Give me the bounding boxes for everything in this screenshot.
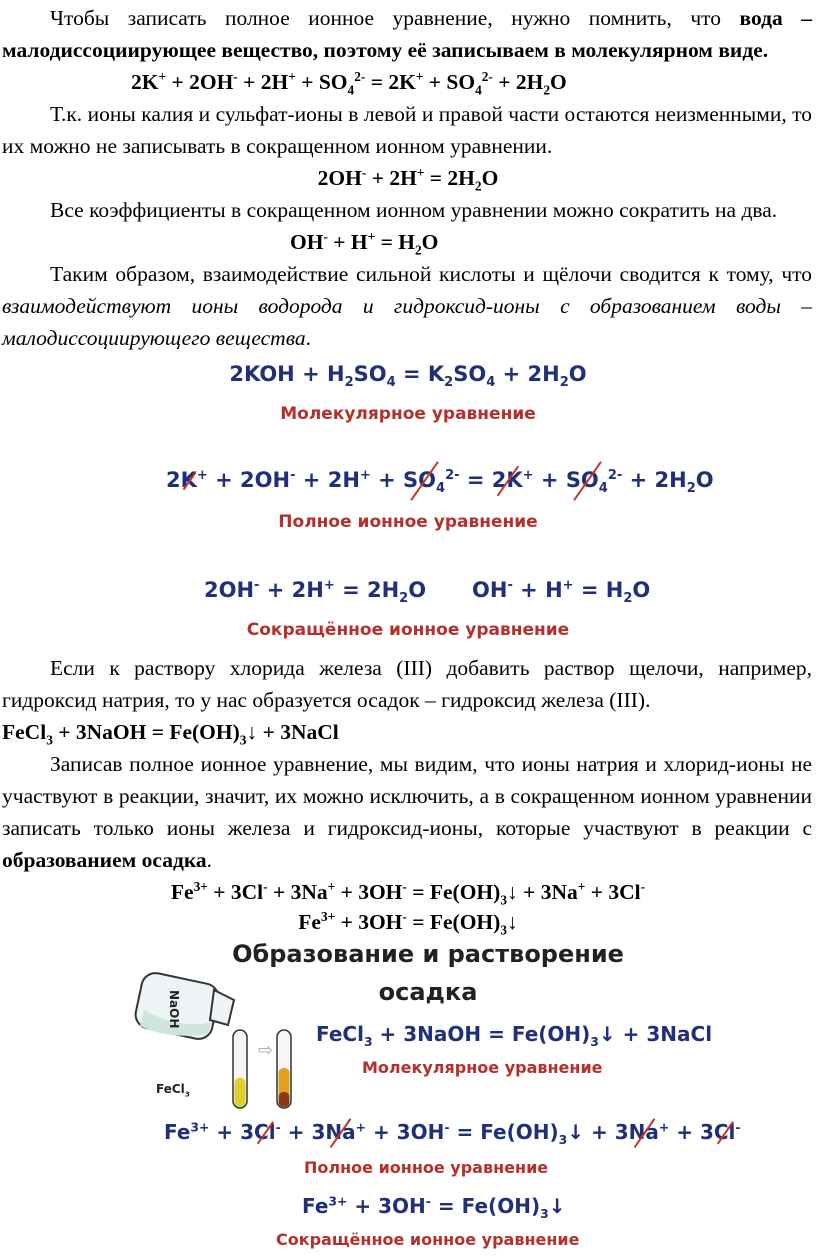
full-ionic-equation-koh: $2K^+ + 2OH^- + 2H^+ + SO_4^{2-} = 2K^+ + SO_4^{2-} + 2H_2O$: [131, 68, 567, 98]
short-ionic-equation-fe: $Fe^{3+} + 3OH^-$ = $Fe(OH)_3↓$: [298, 908, 518, 938]
short-ionic-equation-2oh: $2OH^- + 2H^+ = 2H_2O$: [317, 164, 499, 194]
image2-label-short: Сокращённое ионное уравнение: [276, 1230, 580, 1249]
image-label-full: Полное ионное уравнение: [278, 512, 538, 532]
image-molecular-equation: $2KOH + H_2SO_4 = K_2SO_4 + 2H_2O$: [229, 362, 587, 391]
image2-label-full: Полное ионное уравнение: [304, 1158, 549, 1177]
image2-title-line2: осадка: [378, 978, 478, 1006]
paragraph-conclusion: Таким образом, взаимодействие сильной кислоты и щёлочи сводится к тому, что взаимодействуют ионы водорода и гидроксид-ионы с образованием воды – малодиссоциирующего вещества.: [2, 262, 812, 350]
paragraph-iron-chloride: Если к раствору хлорида железа (III) добавить раствор щелочи, например, гидроксид натрия, то у нас образуется осадок – гидроксид железа (III).: [2, 656, 812, 712]
paragraph-precipitate: Записав полное ионное уравнение, мы видим, что ионы натрия и хлорид-ионы не участвуют в реакции, значит, их можно исключить, а в сокращенном ионном уравнении записать только ионы железа и гидроксид-ионы, которые участвуют в реакции с образованием осадка.: [2, 752, 812, 872]
image-short-equation-2: $OH^- + H^+ = H_2O$: [472, 578, 651, 607]
fecl3-tube-label: FeCl$_3$: [156, 1082, 190, 1099]
naoh-bottle-label: NaOH: [167, 990, 181, 1029]
paragraph-water: Чтобы записать полное ионное уравнение, нужно помнить, что вода – малодиссоциирующее вещество, поэтому её записываем в молекулярном виде.: [2, 6, 812, 62]
full-ionic-equation-fe: $Fe^{3+} + 3Cl^- + 3Na^+ + 3OH^-$ = $Fe(OH)_3↓ + 3Na^+ + 3Cl^-$: [170, 878, 646, 908]
test-tube-fecl3: [233, 1030, 247, 1108]
paragraph-ions-unchanged: Т.к. ионы калия и сульфат-ионы в левой и правой части остаются неизменными, то их можно не записывать в сокращенном ионном уравнении.: [2, 102, 812, 158]
image2-title-line1: Образование и растворение: [232, 940, 624, 968]
image2-label-molecular: Молекулярное уравнение: [362, 1058, 603, 1077]
image-short-equation-1: $2OH^- + 2H^+ = 2H_2O$: [204, 578, 427, 607]
image2-molecular-equation: FeCl$_3$ + 3NaOH = $Fe(OH)_3↓$ + 3NaCl: [316, 1022, 713, 1049]
arrow-right-icon: ⇨: [258, 1040, 274, 1061]
image2-full-ionic-equation: $Fe^{3+} + 3Cl^- + 3Na^+ + 3OH^-$ = $Fe(OH)_3↓ + 3Na^+ + 3Cl^-$: [164, 1119, 741, 1147]
image-label-short: Сокращённое ионное уравнение: [246, 620, 570, 640]
short-ionic-equation-oh: $OH^- + H^+ = H_2O$: [290, 228, 439, 258]
naoh-bottle: [133, 971, 234, 1042]
molecular-equation-fecl3: FeCl$_3$ + 3NaOH = $Fe(OH)_3↓$ + 3NaCl: [2, 720, 339, 748]
image2-short-ionic-equation: $Fe^{3+} + 3OH^-$ = $Fe(OH)_3↓$: [302, 1193, 566, 1221]
image-full-ionic-equation: $2K^+ + 2OH^- + 2H^+ + SO_4^{2-} = 2K^+ + SO_4^{2-} + 2H_2O$: [166, 468, 714, 497]
test-tube-precipitate: [277, 1030, 291, 1108]
image-label-molecular: Молекулярное уравнение: [280, 404, 536, 424]
lab-illustration: [130, 970, 310, 1120]
paragraph-coefficients: Все коэффициенты в сокращенном ионном уравнении можно сократить на два.: [50, 198, 778, 222]
